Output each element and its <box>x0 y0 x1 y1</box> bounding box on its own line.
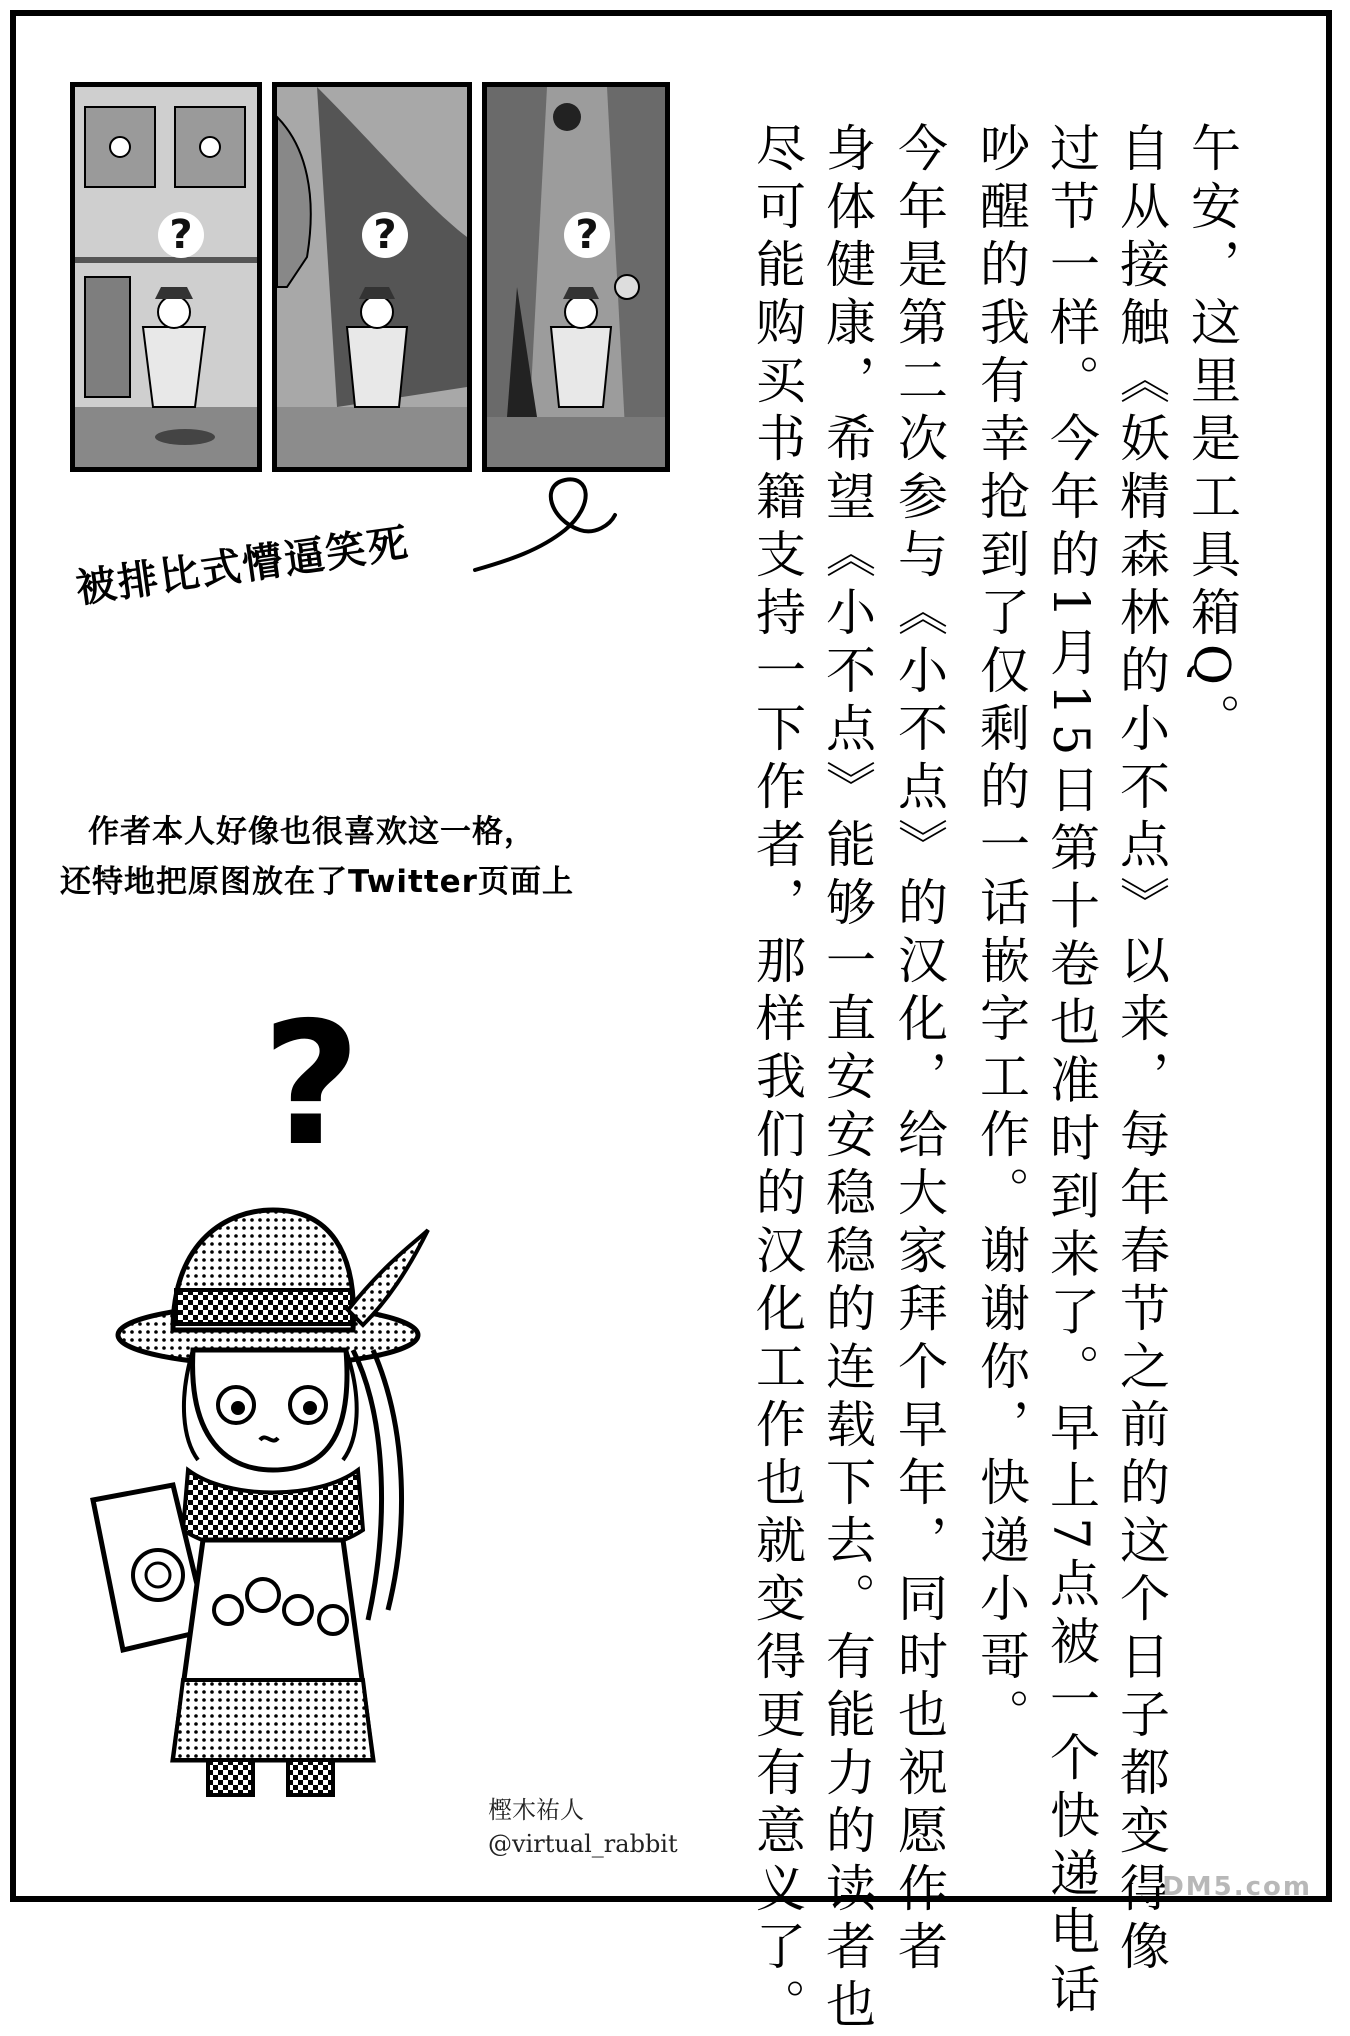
text-column-3: 过节一样。今年的1月15日第十卷也准时到来了。早上7点被一个快递电话 <box>1042 122 1100 2022</box>
site-watermark: DM5.com <box>1162 1872 1312 1902</box>
text-column-5: 今年是第二次参与《小不点》的汉化，给大家拜个早年，同时也祝愿作者 <box>890 122 948 1978</box>
text-column-6: 身体健康，希望《小不点》能够一直安安稳稳的连载下去。有能力的读者也 <box>818 122 876 2036</box>
text-column-7: 尽可能购买书籍支持一下作者，那样我们的汉化工作也就变得更有意义了。 <box>748 122 806 2036</box>
caption-top: 被排比式懵逼笑死 <box>73 520 413 613</box>
loop-line-decoration <box>470 470 620 580</box>
chibi-character-drawing <box>88 1200 488 1800</box>
author-handle: @virtual_rabbit <box>488 1830 678 1858</box>
author-name: 樫木祐人 <box>488 1796 584 1824</box>
panel-question-mark-left: ? <box>158 212 204 258</box>
big-question-mark: ? <box>262 986 361 1184</box>
text-column-1: 午安，这里是工具箱Q。 <box>1183 122 1241 751</box>
panel-question-mark-middle: ? <box>362 212 408 258</box>
comic-panel-left <box>70 82 262 472</box>
panel-question-mark-right: ? <box>564 212 610 258</box>
text-column-4: 吵醒的我有幸抢到了仅剩的一话嵌字工作。谢谢你，快递小哥。 <box>972 122 1030 1746</box>
caption-mid-line2: 还特地把原图放在了Twitter页面上 <box>60 864 574 900</box>
comic-panel-right <box>482 82 670 472</box>
text-column-2: 自从接触《妖精森林的小不点》以来，每年春节之前的这个日子都变得像 <box>1112 122 1170 1978</box>
comic-panel-middle <box>272 82 472 472</box>
caption-mid-line1: 作者本人好像也很喜欢这一格， <box>88 814 536 850</box>
